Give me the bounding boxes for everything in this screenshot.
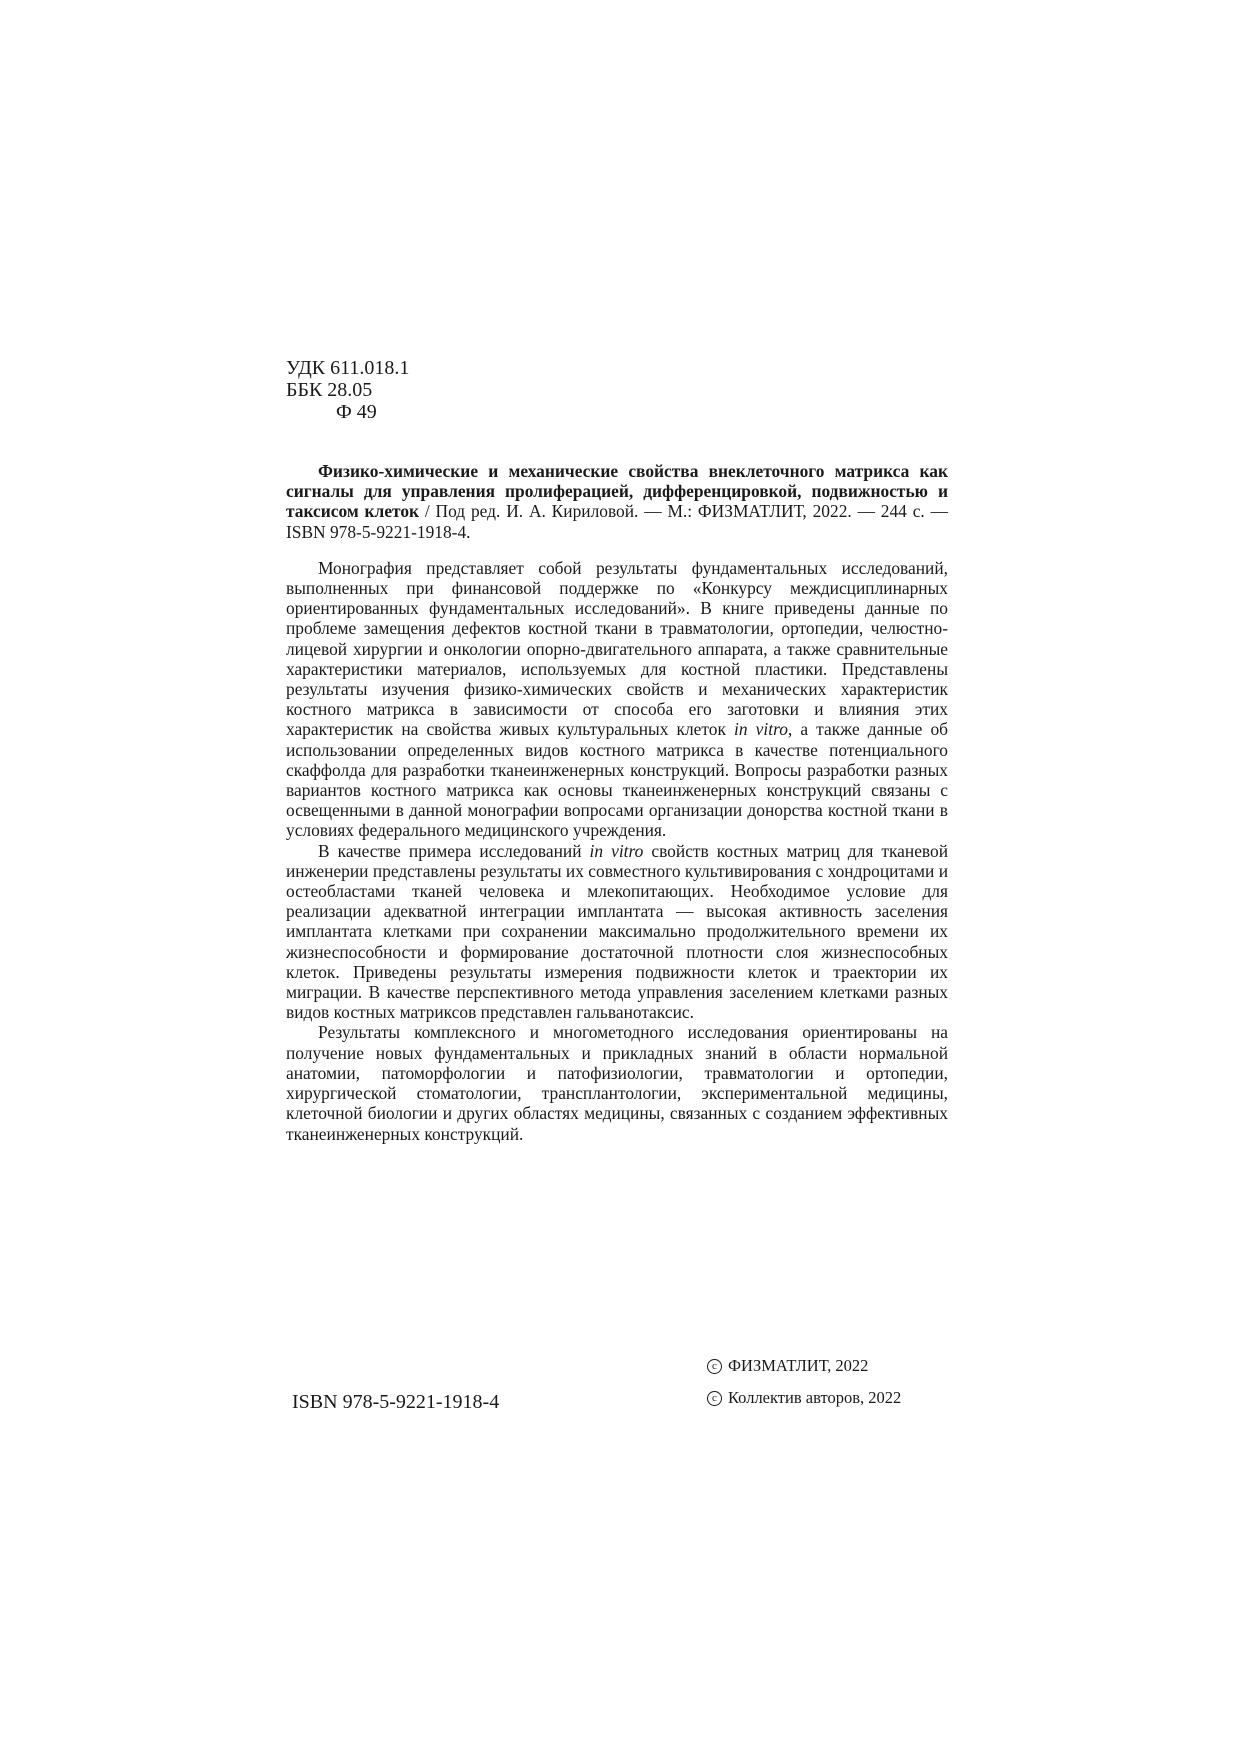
abstract-p1-italic: in vitro (734, 719, 788, 740)
copyright-publisher-text: ФИЗМАТЛИТ, 2022 (728, 1356, 869, 1375)
copyright-block (707, 1356, 901, 1420)
copyright-authors (707, 1388, 901, 1408)
author-mark: Ф 49 (336, 401, 377, 423)
abstract-p2-cont: свойств костных матриц для тканевой инженерии представлены результаты их совместного культивирования с хондроцитами и остеобластами тканей человека и млекопитающих. Необходимое условие для реализации адекватной интеграции имплантата — высокая активность заселения имплантата клетками при сохранении максимально продолжительного времени их жизнеспособности и формирование достаточной плотности слоя жизнеспособных клеток. Приведены результаты измерения подвижности клеток и траектории их миграции. В качестве перспективного метода управления заселением клетками разных видов костных матриксов представлен гальванотаксис. (286, 840, 949, 1023)
bbk-code: ББК 28.05 (286, 379, 373, 401)
copyright-icon: c (707, 1391, 722, 1406)
abstract-p1-text: Монография представляет собой результаты фундаментальных исследований, выполненных при финансовой поддержке по «Конкурсу междисциплинарных ориентированных фундаментальных исследований». В книге приведены данные по проблеме замещения дефектов костной ткани в травматологии, ортопедии, челюстно-лицевой хирургии и онкологии опорно-двигательного аппарата, а также сравнительные характеристики материалов, используемых для костной пластики. Представлены результаты изучения физико-химических свойств и механических характеристик костного матрикса в зависимости от способа его заготовки и влияния этих характеристик на свойства живых культуральных клеток (286, 557, 948, 740)
copyright-publisher (707, 1356, 901, 1376)
bibliographic-entry (286, 461, 948, 542)
abstract (286, 558, 948, 1144)
abstract-p1-cont: , а также данные об использовании определенных видов костного матрикса в качестве потенциального скаффолда для разработки тканеинженерных конструкций. Вопросы разработки разных вариантов костного матрикса как основы тканеинженерных конструкций связаны с освещенными в данной монографии вопросами организации донорства костной ткани в условиях федерального медицинского учреждения. (286, 719, 949, 841)
udk-code: УДК 611.018.1 (286, 357, 410, 379)
abstract-p2-start: В качестве примера исследований (318, 840, 582, 861)
copyright-authors-text: Коллектив авторов, 2022 (728, 1388, 902, 1407)
isbn: ISBN 978-5-9221-1918-4 (292, 1391, 500, 1413)
abstract-paragraph-3: Результаты комплексного и многометодного исследования ориентированы на получение новых фундаментальных и прикладных знаний в области нормальной анатомии, патоморфологии и патофизиологии, травматологии и ортопедии, хирургической стоматологии, трансплантологии, экспериментальной медицины, клеточной биологии и других областях медицины, связанных с созданием эффективных тканеинженерных конструкций. (286, 1022, 948, 1144)
abstract-p2-italic: in vitro (589, 840, 644, 861)
main-content (286, 461, 948, 1144)
copyright-icon: c (707, 1359, 722, 1374)
book-title: Физико-химические и механические свойства внеклеточного матрикса как сигналы для управления пролиферацией, дифференцировкой, подвижностью и таксисом клеток (286, 461, 948, 522)
classification-block (286, 357, 409, 423)
abstract-paragraph-2 (286, 841, 948, 1023)
abstract-paragraph-1 (286, 558, 948, 841)
bibliographic-details: / Под ред. И. А. Кириловой. — М.: ФИЗМАТЛИТ, 2022. — 244 с. — ISBN 978-5-9221-1918-4. (286, 501, 948, 542)
